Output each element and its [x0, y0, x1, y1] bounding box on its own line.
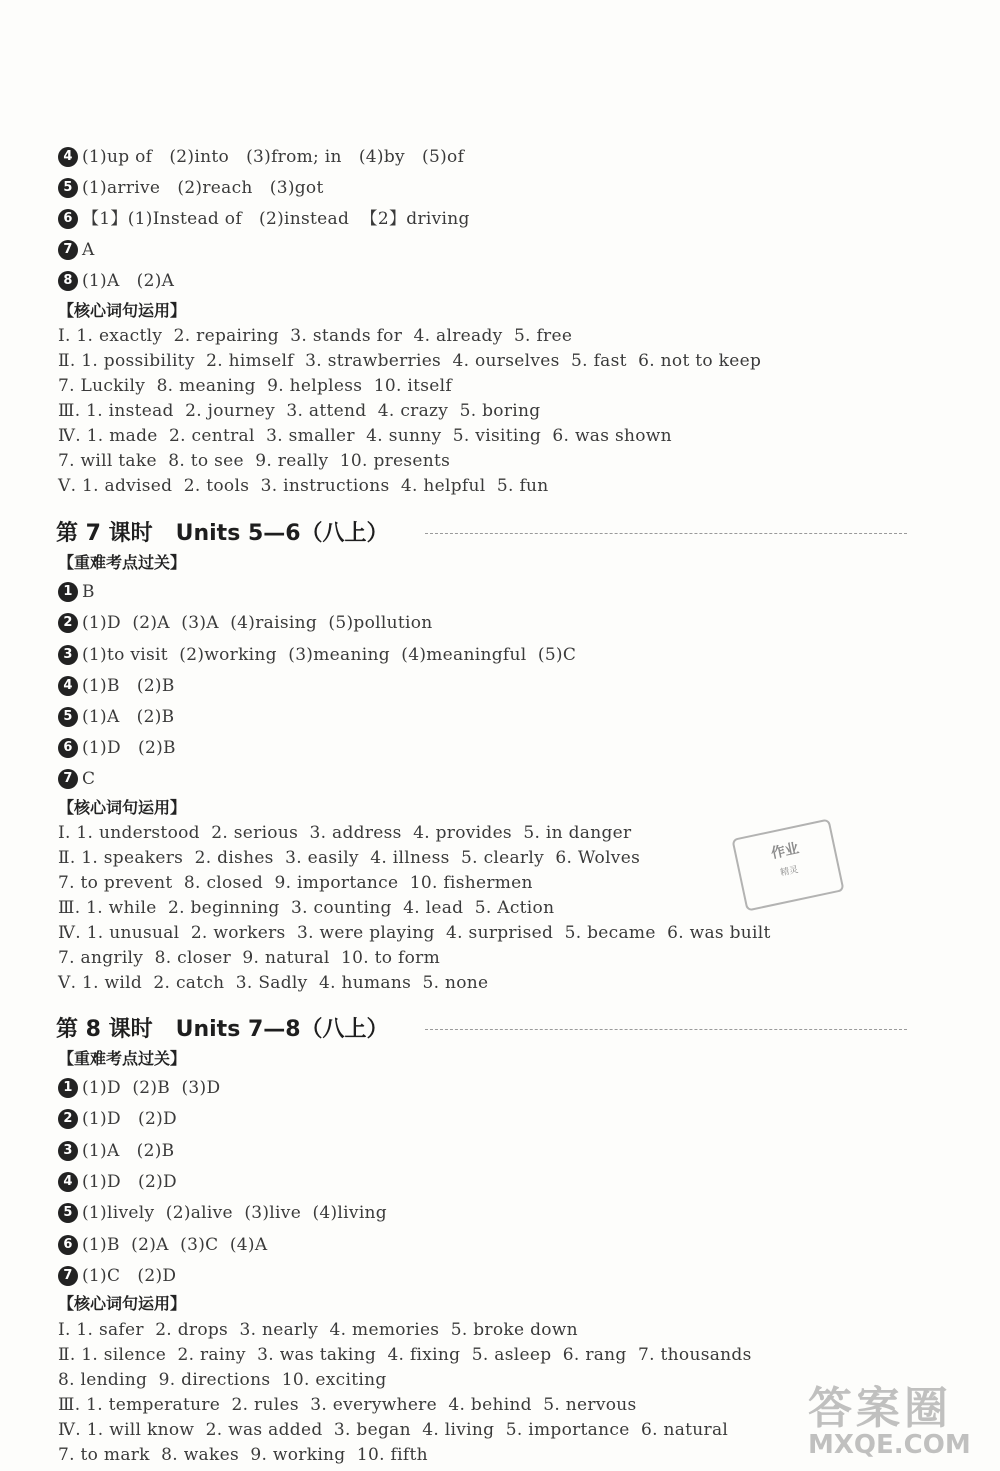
core-line: 8. lending 9. directions 10. exciting [58, 1370, 387, 1390]
item-number-badge: 5 [58, 707, 78, 727]
item-number-badge: 7 [58, 240, 78, 260]
core-line: 7. to mark 8. wakes 9. working 10. fifth [58, 1445, 428, 1465]
section-label-core: 【核心词句运用】 [58, 301, 187, 320]
answer-item [58, 1107, 177, 1131]
answer-item [58, 674, 175, 698]
answer-text: (1)B (2)B [82, 676, 175, 696]
answer-text: C [82, 769, 96, 789]
answer-item [58, 705, 174, 729]
item-number-badge: 1 [58, 1078, 78, 1098]
item-number-badge: 7 [58, 1266, 78, 1286]
core-line: Ⅳ. 1. made 2. central 3. smaller 4. sunny 5. visiting 6. was shown [58, 426, 672, 446]
answer-text: (1)up of (2)into (3)from; in (4)by (5)of [82, 147, 465, 167]
core-line: Ⅲ. 1. instead 2. journey 3. attend 4. crazy 5. boring [58, 401, 541, 421]
watermark-title: 答案圈 [808, 1383, 952, 1434]
stamp-line: 作业 [769, 840, 801, 863]
heading-divider [425, 533, 907, 534]
item-number-badge: 3 [58, 645, 78, 665]
core-line: 7. Luckily 8. meaning 9. helpless 10. itself [58, 376, 452, 396]
answer-item [58, 1201, 387, 1225]
item-number-badge: 6 [58, 209, 78, 229]
answer-text: A [82, 240, 95, 260]
core-line: Ⅰ. 1. exactly 2. repairing 3. stands for 4. already 5. free [58, 326, 573, 346]
answer-text: (1)lively (2)alive (3)live (4)living [82, 1203, 387, 1223]
item-number-badge: 5 [58, 1203, 78, 1223]
core-line: Ⅲ. 1. temperature 2. rules 3. everywhere 4. behind 5. nervous [58, 1395, 637, 1415]
answer-text: (1)A (2)A [82, 271, 175, 291]
answer-item [58, 207, 470, 231]
core-line: 7. to prevent 8. closed 9. importance 10. fishermen [58, 873, 533, 893]
answer-text: (1)C (2)D [82, 1266, 177, 1286]
answer-text: B [82, 582, 95, 602]
heading-divider [425, 1029, 907, 1030]
answer-text: (1)to visit (2)working (3)meaning (4)meaningful (5)C [82, 645, 577, 665]
item-number-badge: 4 [58, 147, 78, 167]
section-label-core: 【核心词句运用】 [58, 1294, 187, 1313]
item-number-badge: 1 [58, 582, 78, 602]
lesson-heading: 第 7 课时 Units 5—6（八上） [56, 521, 389, 546]
answer-text: (1)D (2)B [82, 738, 176, 758]
core-line: Ⅰ. 1. understood 2. serious 3. address 4. provides 5. in danger [58, 823, 632, 843]
site-watermark [808, 1372, 994, 1466]
core-line: Ⅱ. 1. possibility 2. himself 3. strawberries 4. ourselves 5. fast 6. not to keep [58, 351, 762, 371]
core-line: Ⅲ. 1. while 2. beginning 3. counting 4. lead 5. Action [58, 898, 555, 918]
answer-item [58, 145, 464, 169]
answer-text: (1)D (2)D [82, 1172, 177, 1192]
core-line: 7. will take 8. to see 9. really 10. presents [58, 451, 451, 471]
answer-text: (1)arrive (2)reach (3)got [82, 178, 324, 198]
item-number-badge: 2 [58, 613, 78, 633]
item-number-badge: 4 [58, 676, 78, 696]
answer-item [58, 1076, 220, 1100]
answer-text: (1)A (2)B [82, 1141, 175, 1161]
section-label-key: 【重难考点过关】 [58, 553, 187, 572]
core-line: Ⅱ. 1. speakers 2. dishes 3. easily 4. illness 5. clearly 6. Wolves [58, 848, 641, 868]
answer-item [58, 238, 95, 262]
answer-item [58, 611, 433, 635]
answer-item [58, 767, 95, 791]
item-number-badge: 6 [58, 738, 78, 758]
answer-item [58, 643, 576, 667]
answer-item [58, 580, 95, 604]
answer-item [58, 736, 176, 760]
item-number-badge: 4 [58, 1172, 78, 1192]
answer-item [58, 269, 174, 293]
answer-item [58, 1233, 267, 1257]
answer-text: 【1】(1)Instead of (2)instead 【2】driving [82, 209, 470, 229]
answer-text: (1)D (2)A (3)A (4)raising (5)pollution [82, 613, 433, 633]
core-line: Ⅳ. 1. unusual 2. workers 3. were playing 4. surprised 5. became 6. was built [58, 923, 771, 943]
answer-item [58, 1264, 176, 1288]
core-line: Ⅳ. 1. will know 2. was added 3. began 4. living 5. importance 6. natural [58, 1420, 729, 1440]
answer-text: (1)D (2)D [82, 1109, 177, 1129]
answer-text: (1)A (2)B [82, 707, 175, 727]
core-line: 7. angrily 8. closer 9. natural 10. to form [58, 948, 441, 968]
item-number-badge: 3 [58, 1141, 78, 1161]
homework-stamp [731, 818, 844, 911]
item-number-badge: 2 [58, 1109, 78, 1129]
answer-text: (1)B (2)A (3)C (4)A [82, 1235, 268, 1255]
core-line: Ⅴ. 1. wild 2. catch 3. Sadly 4. humans 5. none [58, 973, 489, 993]
watermark-url: MXQE.COM [808, 1430, 971, 1460]
item-number-badge: 7 [58, 769, 78, 789]
core-line: Ⅴ. 1. advised 2. tools 3. instructions 4. helpful 5. fun [58, 476, 549, 496]
stamp-line: 精灵 [779, 865, 800, 879]
answer-item [58, 1139, 174, 1163]
answer-item [58, 176, 324, 200]
section-label-core: 【核心词句运用】 [58, 798, 187, 817]
item-number-badge: 6 [58, 1235, 78, 1255]
section-label-key: 【重难考点过关】 [58, 1049, 187, 1068]
answer-item [58, 1170, 177, 1194]
answer-text: (1)D (2)B (3)D [82, 1078, 221, 1098]
item-number-badge: 5 [58, 178, 78, 198]
lesson-heading: 第 8 课时 Units 7—8（八上） [56, 1017, 389, 1042]
core-line: Ⅱ. 1. silence 2. rainy 3. was taking 4. fixing 5. asleep 6. rang 7. thousands [58, 1345, 752, 1365]
item-number-badge: 8 [58, 271, 78, 291]
core-line: Ⅰ. 1. safer 2. drops 3. nearly 4. memories 5. broke down [58, 1320, 578, 1340]
